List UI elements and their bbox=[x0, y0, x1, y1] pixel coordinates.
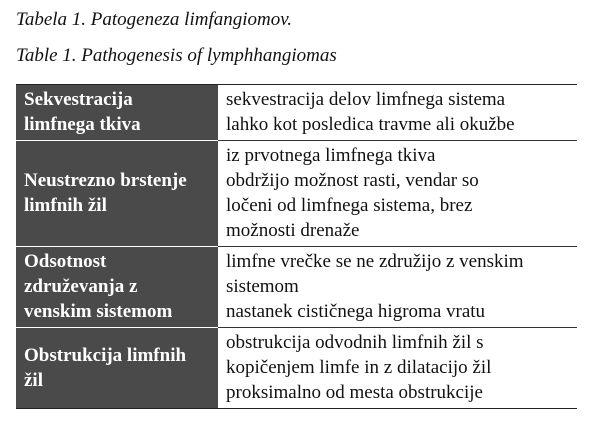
description-line: proksimalno od mesta obstrukcije bbox=[226, 382, 483, 403]
cause-line: žil bbox=[24, 369, 43, 391]
description-line: obdržijo možnost rasti, vendar so bbox=[226, 170, 479, 191]
cause-line: Odsotnost bbox=[24, 251, 107, 272]
table-caption-english: Table 1. Pathogenesis of lymphhangiomas bbox=[16, 45, 337, 66]
description-cell bbox=[218, 328, 577, 409]
description-line: kopičenjem limfe in z dilatacijo žil bbox=[226, 357, 492, 378]
cause-line: Obstrukcija limfnih bbox=[24, 344, 187, 366]
table-row bbox=[16, 328, 577, 409]
cause-line: Sekvestracija bbox=[24, 89, 133, 110]
description-cell bbox=[218, 85, 577, 141]
cause-line: združevanja z bbox=[24, 276, 138, 297]
description-line: limfne vrečke se ne združijo z venskim bbox=[226, 251, 524, 272]
description-cell bbox=[218, 141, 577, 247]
cause-line: limfnega tkiva bbox=[24, 114, 141, 135]
pathogenesis-table bbox=[16, 84, 577, 409]
table-row bbox=[16, 141, 577, 247]
cause-cell bbox=[16, 141, 218, 247]
cause-cell bbox=[16, 247, 218, 328]
table-row bbox=[16, 247, 577, 328]
description-line: iz prvotnega limfnega tkiva bbox=[226, 145, 436, 166]
description-line: nastanek cističnega higroma vratu bbox=[226, 301, 486, 322]
description-line: ločeni od limfnega sistema, brez bbox=[226, 195, 473, 216]
description-line: obstrukcija odvodnih limfnih žil s bbox=[226, 332, 484, 353]
cause-cell bbox=[16, 85, 218, 141]
cause-cell bbox=[16, 328, 218, 409]
table-caption-slovenian: Tabela 1. Patogeneza limfangiomov. bbox=[16, 9, 293, 30]
description-line: sistemom bbox=[226, 276, 299, 297]
cause-line: venskim sistemom bbox=[24, 301, 173, 322]
description-cell bbox=[218, 247, 577, 328]
description-line: sekvestracija delov limfnega sistema bbox=[226, 89, 506, 110]
cause-line: limfnih žil bbox=[24, 195, 107, 216]
cause-line: Neustrezno brstenje bbox=[24, 170, 187, 191]
description-line: lahko kot posledica travme ali okužbe bbox=[226, 114, 515, 135]
description-line: možnosti drenaže bbox=[226, 220, 360, 241]
table-row bbox=[16, 85, 577, 141]
